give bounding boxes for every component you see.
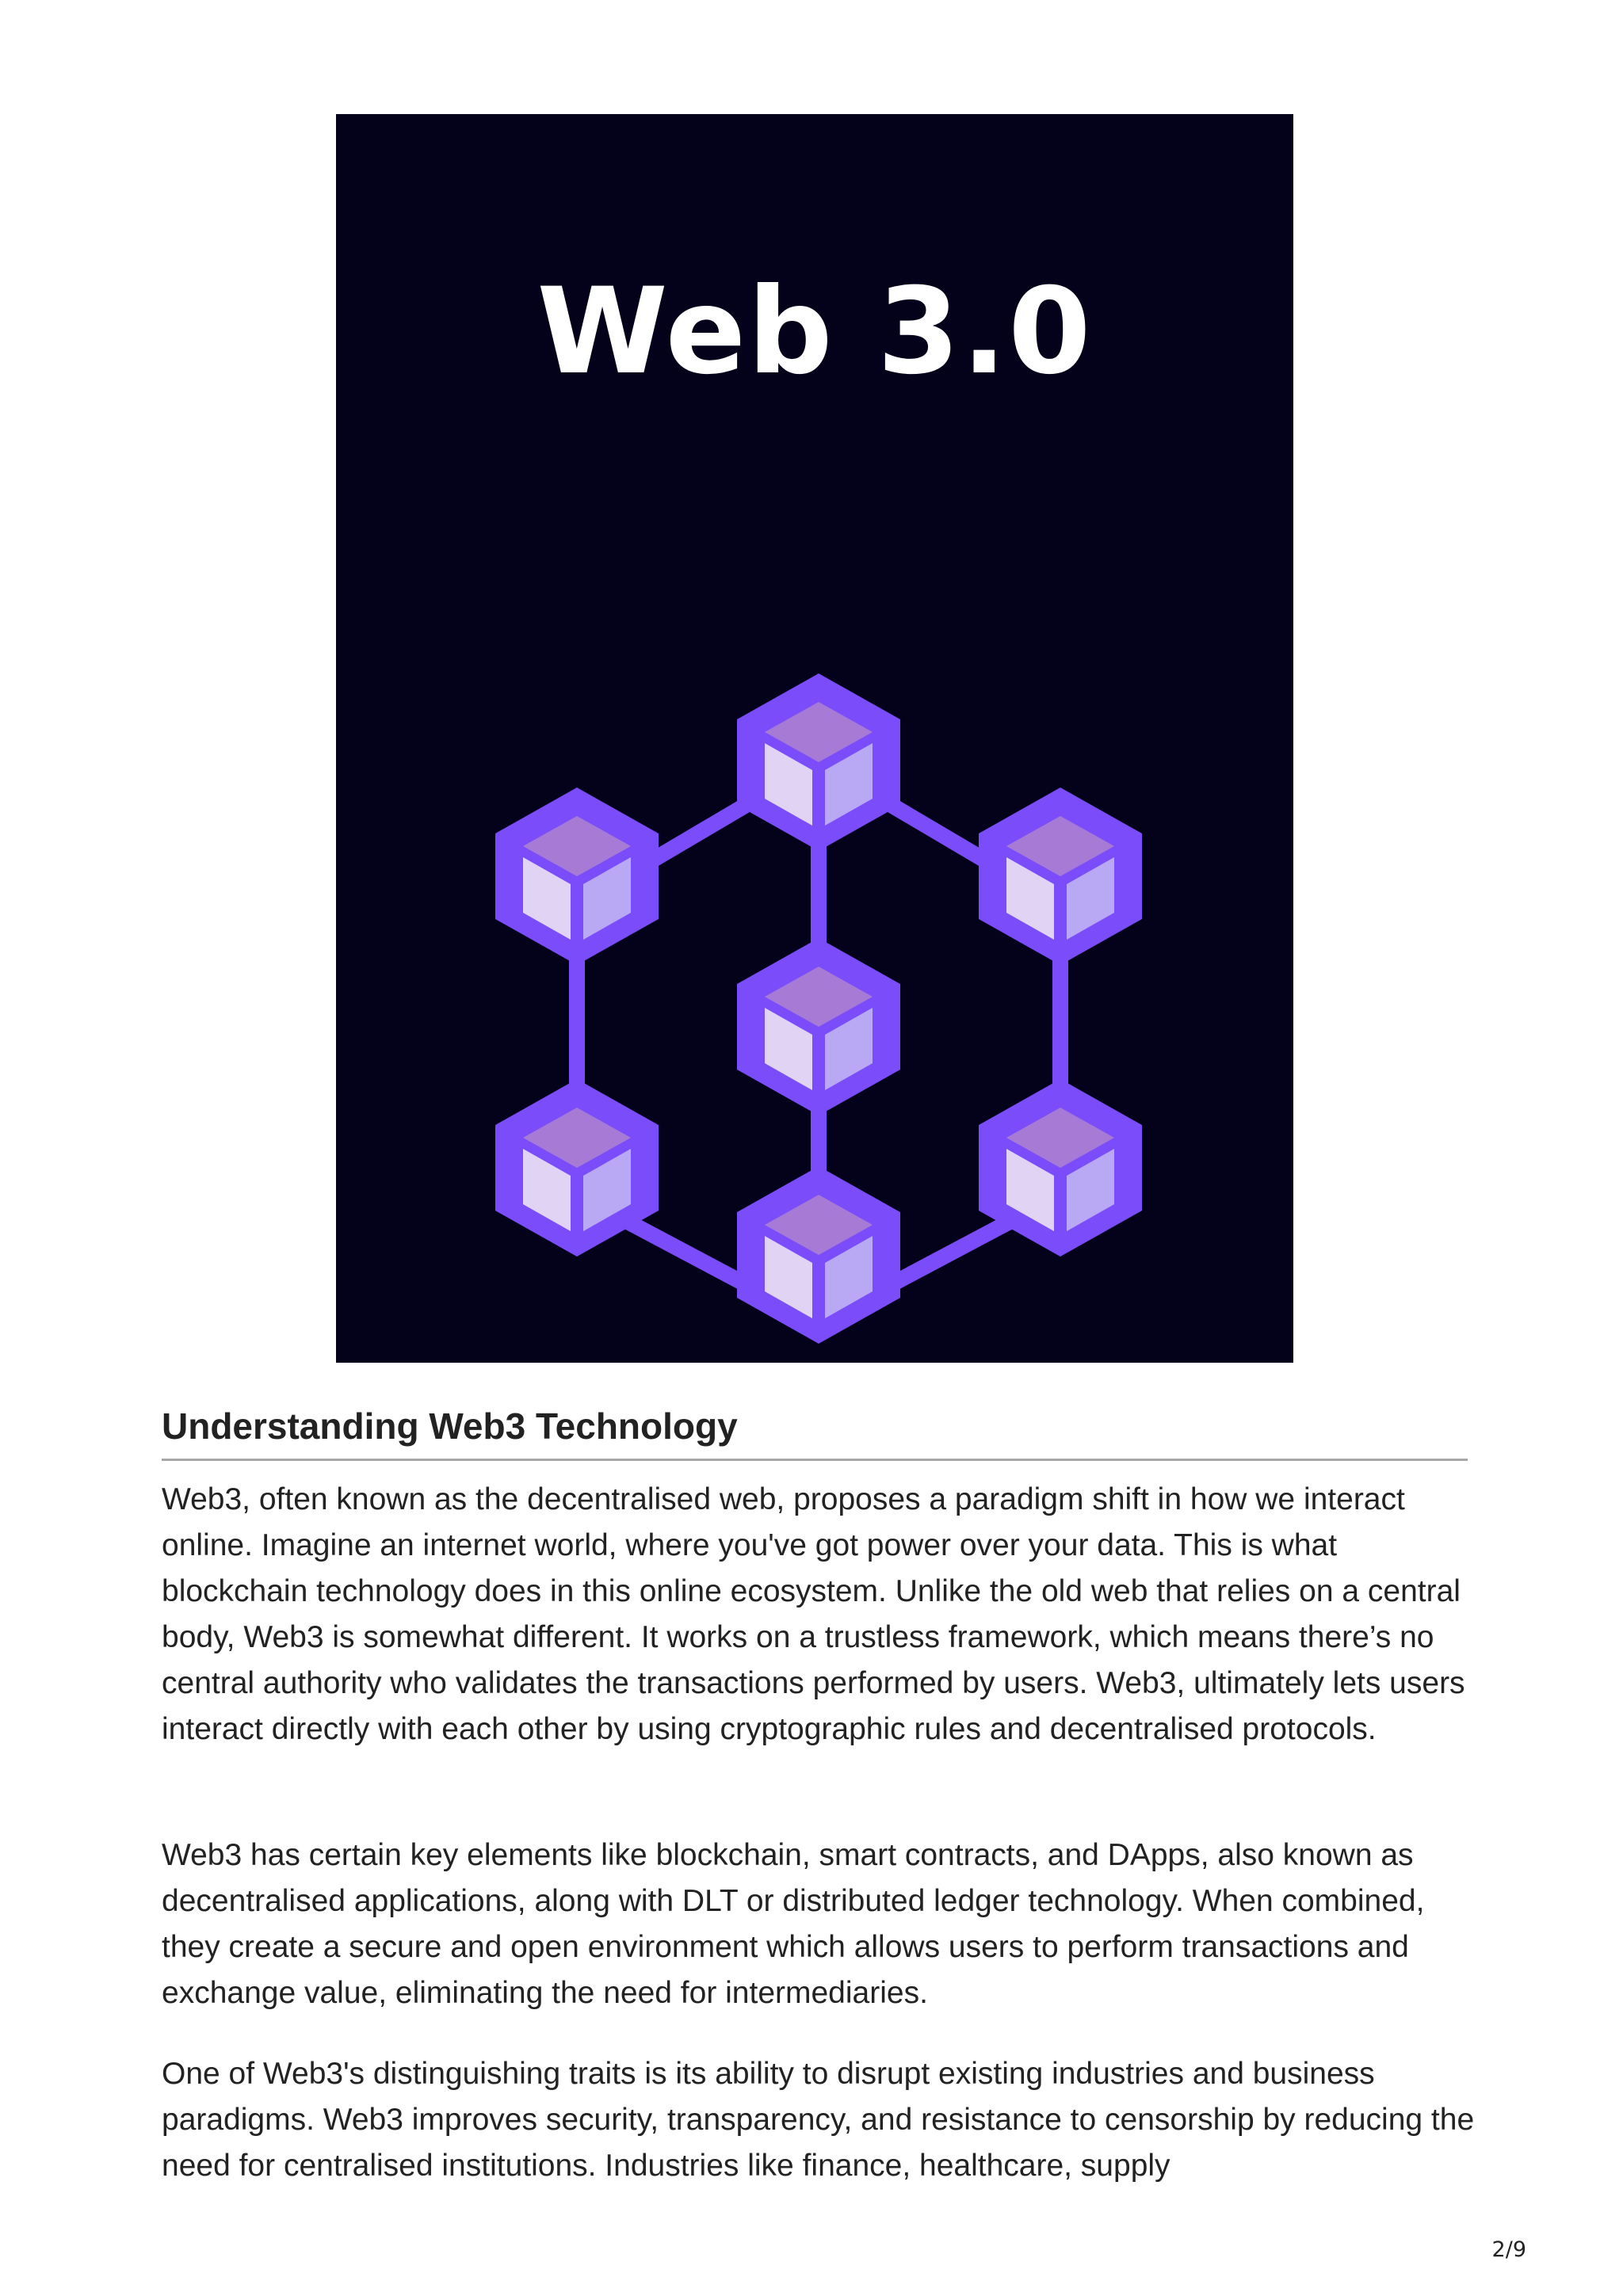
- cube-node-upper-left: [495, 788, 659, 965]
- section-heading: Understanding Web3 Technology: [162, 1405, 738, 1447]
- cube-node-center: [737, 938, 900, 1116]
- cube-node-upper-right: [979, 788, 1142, 965]
- hero-image: [336, 114, 1293, 1363]
- cube-node-top: [737, 673, 900, 851]
- heading-divider: [162, 1459, 1468, 1461]
- page-number: 2/9: [1491, 2237, 1526, 2262]
- paragraph-2: Web3 has certain key elements like blockchain, smart contracts, and DApps, also known as decentralised applications, along with DLT or distributed ledger technology. When combined, they create a secure and open environment which allows users to perform transactions and exchange value, eliminating the need for intermediaries.: [162, 1838, 1425, 2010]
- cube-node-bottom: [737, 1166, 900, 1344]
- paragraph-3: One of Web3's distinguishing traits is its ability to disrupt existing industries and business paradigms. Web3 improves security, transparency, and resistance to censorship by reducing the need for centralised institutions. Industries like finance, healthcare, supply: [162, 2057, 1475, 2183]
- paragraph-1: Web3, often known as the decentralised web, proposes a paradigm shift in how we interact online. Imagine an internet world, where you've got power over your data. This is what blockchain technology does in this online ecosystem. Unlike the old web that relies on a central body, Web3 is somewhat different. It works on a trustless framework, which means there’s no central authority who validates the transactions performed by users. Web3, ultimately lets users interact directly with each other by using cryptographic rules and decentralised protocols.: [162, 1482, 1465, 1746]
- hero-title: Web 3.0: [537, 263, 1093, 401]
